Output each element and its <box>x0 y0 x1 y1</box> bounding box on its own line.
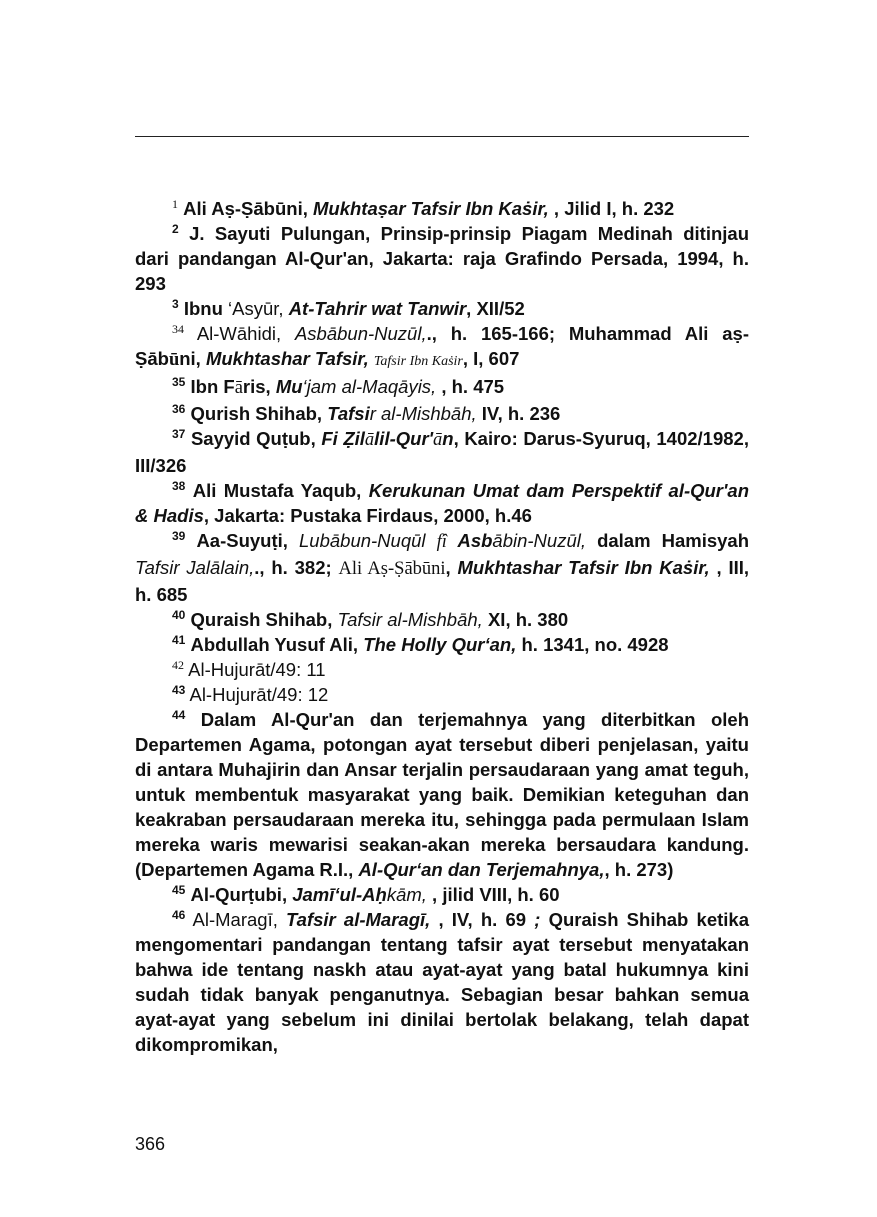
footnote-number: 35 <box>172 374 186 389</box>
footnotes-block <box>135 196 749 1057</box>
footnote-number: 41 <box>172 632 186 647</box>
footnote-number: 38 <box>172 478 186 493</box>
footnote-number: 42 <box>172 657 184 672</box>
footnote-39: $^{39}$ Aa-Suyuṭi, Lubābun-Nuqūl fî Asbābin-Nuzūl, dalam Hamisyah Tafsir Jalālain,., h. 382; Ali Aṣ-Ṣābūni, Mukhtashar Tafsir Ibn Kaṡir, , III, h. 685 <box>135 528 750 605</box>
footnote-38: $^{38}$ Ali Mustafa Yaqub, Kerukunan Umat dam Perspektif al-Qur'an & Hadis, Jakarta: Pustaka Firdaus, 2000, h.46 <box>135 478 749 526</box>
footnote-number: 3 <box>172 296 179 311</box>
footnote-number: 1 <box>172 196 178 211</box>
footnote-number: 44 <box>172 707 186 722</box>
footnote-37: $^{37}$ Sayyid Quṭub, Fi Ẓilālil-Qur'ān, Kairo: Darus-Syuruq, 1402/1982, III/326 <box>135 426 749 476</box>
footnote-number: 34 <box>172 321 184 336</box>
footnote-41: $^{41}$ Abdullah Yusuf Ali, The Holly Qur‘an, h. 1341, no. 4928 <box>172 632 669 655</box>
footnote-2: $^2$ J. Sayuti Pulungan, Prinsip-prinsip Piagam Medinah ditinjau dari pandangan Al-Qur'an, Jakarta: raja Grafindo Persada, 1994, h. 293 <box>135 221 750 294</box>
footnote-34: $^{34}$ Al-Wāhidi, Asbābun-Nuzūl,., h. 165-166; Muhammad Ali aṣ-Ṣābūni, Mukhtashar Tafsir, Tafsir Ibn Kaṡir, I, 607 <box>135 321 749 370</box>
footnote-number: 37 <box>172 426 186 441</box>
footnote-number: 46 <box>172 907 186 922</box>
footnote-number: 40 <box>172 607 186 622</box>
footnote-42: $^{42}$ Al-Hujurāt/49: 11 <box>172 657 326 680</box>
header-rule <box>135 136 749 137</box>
footnote-43: $^{43}$ Al-Hujurāt/49: 12 <box>172 682 329 705</box>
footnote-1: $^1$ Ali Aṣ-Ṣābūni, Mukhtaṣar Tafsir Ibn Kaṡir, , Jilid I, h. 232 <box>172 196 675 219</box>
footnote-36: $^{36}$ Qurish Shihab, Tafsir al-Mishbāh, IV, h. 236 <box>172 401 561 424</box>
footnote-44: $^{44}$ Dalam Al-Qur'an dan terjemahnya yang diterbitkan oleh Departemen Agama, potongan ayat tersebut diberi penjelasan, yaitu di antara Muhajirin dan Ansar terjalin persaudaraan yang amat teguh, untuk membentuk masyarakat yang baik. Demikian keteguhan dan keakraban persaudaraan mereka itu, sehingga pada permulaan Islam mereka waris mewarisi seakan-akan mereka bersaudara kandung. (Departemen Agama R.I., Al-Qur‘an dan Terjemahnya,, h. 273) <box>135 707 749 880</box>
footnote-number: 45 <box>172 882 186 897</box>
footnote-number: 36 <box>172 401 186 416</box>
footnote-45: $^{45}$ Al-Qurṭubi, Jamī‘ul-Aḥkām, , jilid VIII, h. 60 <box>172 882 560 905</box>
footnote-number: 43 <box>172 682 186 697</box>
footnote-40: $^{40}$ Quraish Shihab, Tafsir al-Mishbāh, XI, h. 380 <box>172 607 569 630</box>
footnote-35: $^{35}$ Ibn Fāris, Mu‘jam al-Maqāyis, , h. 475 <box>172 374 505 398</box>
footnote-3: $^3$ Ibnu ‘Asyūr, At-Tahrir wat Tanwir, XII/52 <box>172 296 525 319</box>
footnote-46: $^{46}$ Al-Maragī, Tafsir al-Maragī, , IV, h. 69 ; Quraish Shihab ketika mengomentari pandangan tentang tafsir ayat tersebut menyatakan bahwa ide tentang naskh atau ayat-ayat yang batal hukumnya kini sudah tidak banyak penganutnya. Sebagian besar bahkan semua ayat-ayat yang sebelum ini dinilai bertolak belakang, telah dapat dikompromikan, <box>135 907 749 1055</box>
footnote-number: 39 <box>172 528 186 543</box>
page-number: 366 <box>135 1134 166 1154</box>
footnote-number: 2 <box>172 221 179 236</box>
